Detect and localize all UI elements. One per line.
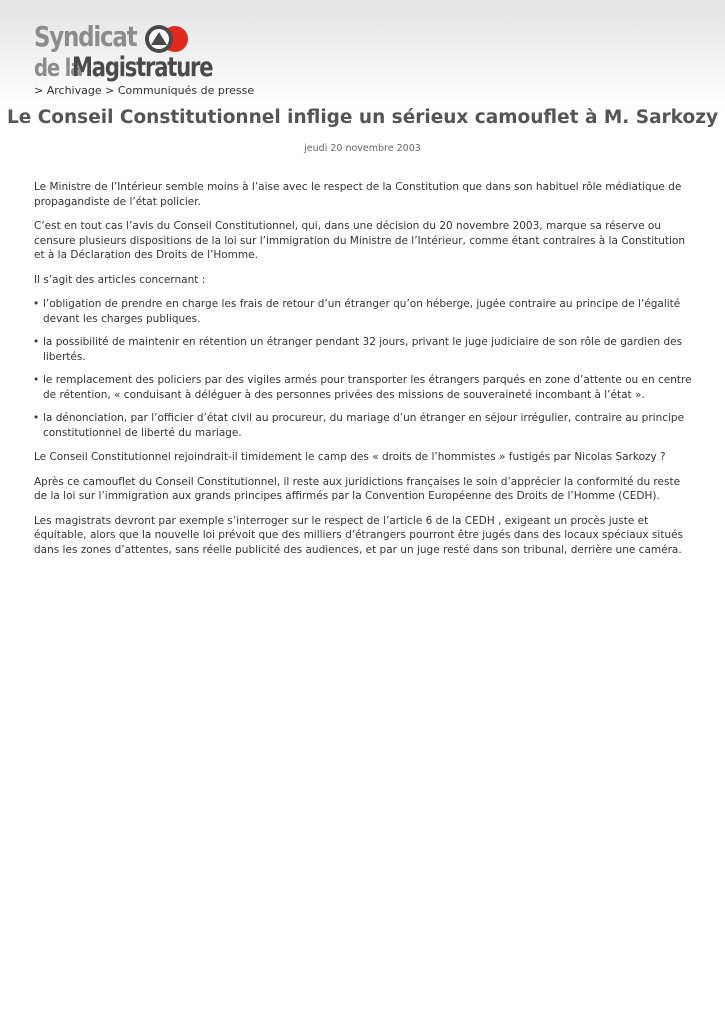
- logo-text-magistrature: Magistrature: [72, 52, 213, 83]
- list-item: [34, 411, 694, 440]
- list-item: [34, 335, 694, 364]
- list-item-text: le remplacement des policiers par des vigiles armés pour transporter les étrangers parqués en zone d’attente ou en centre de rétention, « conduisant à déléguer à des personnes privées des missions de souveraineté incombant à l’état ».: [43, 374, 692, 401]
- paragraph: Le Ministre de l’Intérieur semble moins à l’aise avec le respect de la Constitution que dans son habituel rôle médiatique de propagandiste de l’état policier.: [34, 181, 682, 208]
- bullet-icon: •: [33, 374, 40, 386]
- list-item-text: la dénonciation, par l’officier d’état civil au procureur, du mariage d’un étranger en séjour irrégulier, contraire au principe constitutionnel de liberté du mariage.: [43, 412, 685, 439]
- paragraph: Après ce camouflet du Conseil Constitutionnel, il reste aux juridictions françaises le soin d’apprécier la conformité du reste de la loi sur l’immigration aux grands principes affirmés par la Convention Européenne des Droits de l’Homme (CEDH).: [34, 475, 681, 502]
- paragraph: C’est en tout cas l’avis du Conseil Constitutionnel, qui, dans une décision du 20 novembre 2003, marque sa réserve ou censure plusieurs dispositions de la loi sur l’immigration du Ministre de l’Intérieur, comme étant contraires à la Constitution et à la Déclaration des Droits de l’Homme.: [34, 220, 686, 261]
- breadcrumb-separator: >: [101, 84, 118, 97]
- bullet-icon: •: [33, 336, 40, 348]
- list-item-text: la possibilité de maintenir en rétention un étranger pendant 32 jours, privant le juge judiciaire de son rôle de gardien des libertés.: [43, 336, 683, 363]
- paragraph: Il s’agit des articles concernant :: [34, 273, 206, 286]
- breadcrumb-separator: >: [34, 84, 47, 97]
- bullet-icon: •: [33, 298, 40, 310]
- logo-text-syndicat: Syndicat: [34, 20, 137, 53]
- publication-date: jeudi 20 novembre 2003: [304, 143, 421, 154]
- logo-text-de-la: de la: [34, 54, 83, 82]
- list-item-text: l’obligation de prendre en charge les frais de retour d’un étranger qu’on héberge, jugée contraire au principe de l’égalité devant les charges publiques.: [43, 298, 681, 325]
- breadcrumb: [34, 84, 254, 97]
- breadcrumb-link-archivage[interactable]: Archivage: [46, 84, 102, 97]
- list-item: [34, 297, 694, 326]
- bullet-icon: •: [33, 412, 40, 424]
- paragraph: Le Conseil Constitutionnel rejoindrait-il timidement le camp des « droits de l’hommistes » fustigés par Nicolas Sarkozy ?: [34, 451, 666, 463]
- breadcrumb-link-communiques[interactable]: Communiqués de presse: [117, 84, 255, 97]
- logo-emblem-icon: [142, 24, 190, 54]
- paragraph: Les magistrats devront par exemple s’interroger sur le respect de l’article 6 de la CEDH , exigeant un procès juste et équitable, alors que la nouvelle loi prévoit que des milliers d’étrangers pourront être jugés dans des locaux spéciaux situés dans les zones d’attentes, sans réelle publicité des audiences, et par un juge resté dans son tribunal, derrière une caméra.: [34, 514, 684, 556]
- article-list: [34, 297, 694, 440]
- page-title: Le Conseil Constitutionnel inflige un sérieux camouflet à M. Sarkozy: [6, 107, 719, 128]
- article-body: [34, 180, 694, 567]
- list-item: [34, 373, 694, 402]
- site-logo[interactable]: [34, 22, 224, 86]
